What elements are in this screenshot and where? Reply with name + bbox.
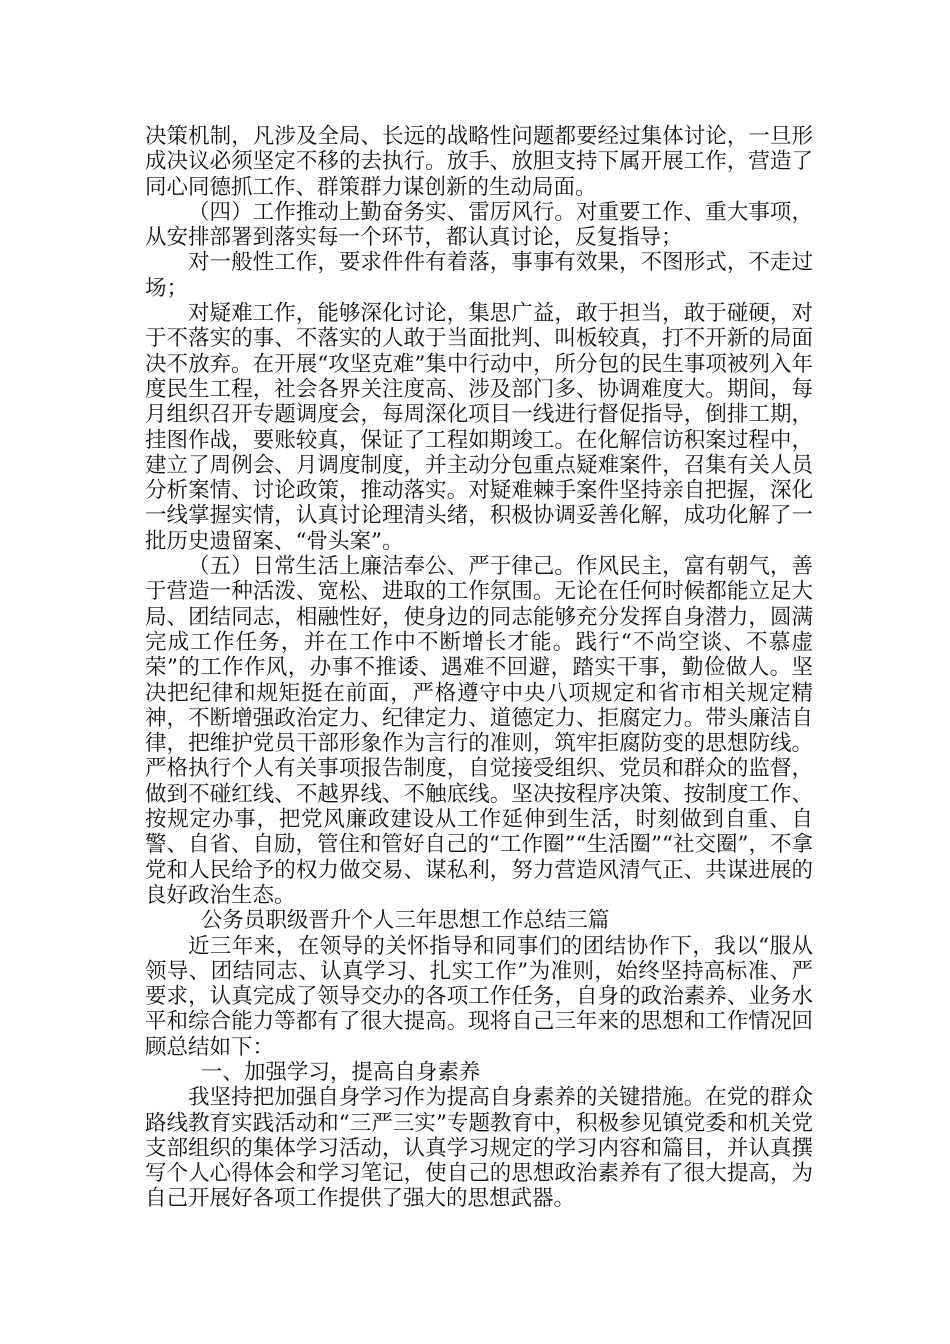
paragraph-intro: 近三年来，在领导的关怀指导和同事们的团结协作下，我以“服从领导、团结同志、认真学习、扎实工作”为准则，始终坚持高标准、严要求，认真完成了领导交办的各项工作任务，自身的政治素养、业务水平和综合能力等都有了很大提高。现将自己三年来的思想和工作情况回顾总结如下：	[145, 933, 813, 1060]
heading-strengthen-study: 一、加强学习，提高自身素养	[200, 1059, 481, 1085]
section-title: 公务员职级晋升个人三年思想工作总结三篇	[200, 908, 610, 934]
paragraph-work-promotion: （四）工作推动上勤奋务实、雷厉风行。对重要工作、重大事项，从安排部署到落实每一个环节，都认真讨论，反复指导；	[145, 199, 813, 251]
paragraph-study: 我坚持把加强自身学习作为提高自身素养的关键措施。在党的群众路线教育实践活动和“三严三实”专题教育中，积极参见镇党委和机关党支部组织的集体学习活动，认真学习规定的学习内容和篇目，并认真撰写个人心得体会和学习笔记，使自己的思想政治素养有了很大提高，为自己开展好各项工作提供了强大的思想武器。	[145, 1085, 813, 1212]
paragraph-integrity: （五）日常生活上廉洁奉公、严于律己。作风民主，富有朝气，善于营造一种活泼、宽松、进取的工作氛围。无论在任何时候都能立足大局、团结同志，相融性好，使身边的同志能够充分发挥自身潜力，圆满完成工作任务，并在工作中不断增长才能。践行“不尚空谈、不慕虚荣”的工作作风，办事不推诿、遇难不回避，踏实干事，勤俭做人。坚决把纪律和规矩挺在前面，严格遵守中央八项规定和省市相关规定精神，不断增强政治定力、纪律定力、道德定力、拒腐定力。带头廉洁自律，把维护党员干部形象作为言行的准则，筑牢拒腐防变的思想防线。严格执行个人有关事项报告制度，自觉接受组织、党员和群众的监督，做到不碰红线、不越界线、不触底线。坚决按程序决策、按制度工作、按规定办事，把党风廉政建设从工作延伸到生活，时刻做到自重、自警、自省、自励，管住和管好自己的“工作圈”“生活圈”“社交圈”，不拿党和人民给予的权力做交易、谋私利，努力营造风清气正、共谋进展的良好政治生态。	[145, 554, 813, 908]
document-body	[145, 124, 813, 1212]
paragraph-difficult-work: 对疑难工作，能够深化讨论，集思广益，敢于担当，敢于碰硬，对于不落实的事、不落实的人敢于当面批判、叫板较真，打不开新的局面决不放弃。在开展“攻坚克难”集中行动中，所分包的民生事项被列入年度民生工程，社会各界关注度高、涉及部门多、协调难度大。期间，每月组织召开专题调度会，每周深化项目一线进行督促指导，倒排工期，挂图作战，要账较真，保证了工程如期竣工。在化解信访积案过程中，建立了周例会、月调度制度，并主动分包重点疑难案件，召集有关人员分析案情、讨论政策，推动落实。对疑难棘手案件坚持亲自把握，深化一线掌握实情，认真讨论理清头绪，积极协调妥善化解，成功化解了一批历史遗留案、“骨头案”。	[145, 301, 813, 554]
paragraph-decision-mechanism: 决策机制，凡涉及全局、长远的战略性问题都要经过集体讨论，一旦形成决议必须坚定不移的去执行。放手、放胆支持下属开展工作，营造了同心同德抓工作、群策群力谋创新的生动局面。	[145, 124, 813, 200]
paragraph-general-work: 对一般性工作，要求件件有着落，事事有效果，不图形式，不走过场；	[145, 250, 813, 301]
